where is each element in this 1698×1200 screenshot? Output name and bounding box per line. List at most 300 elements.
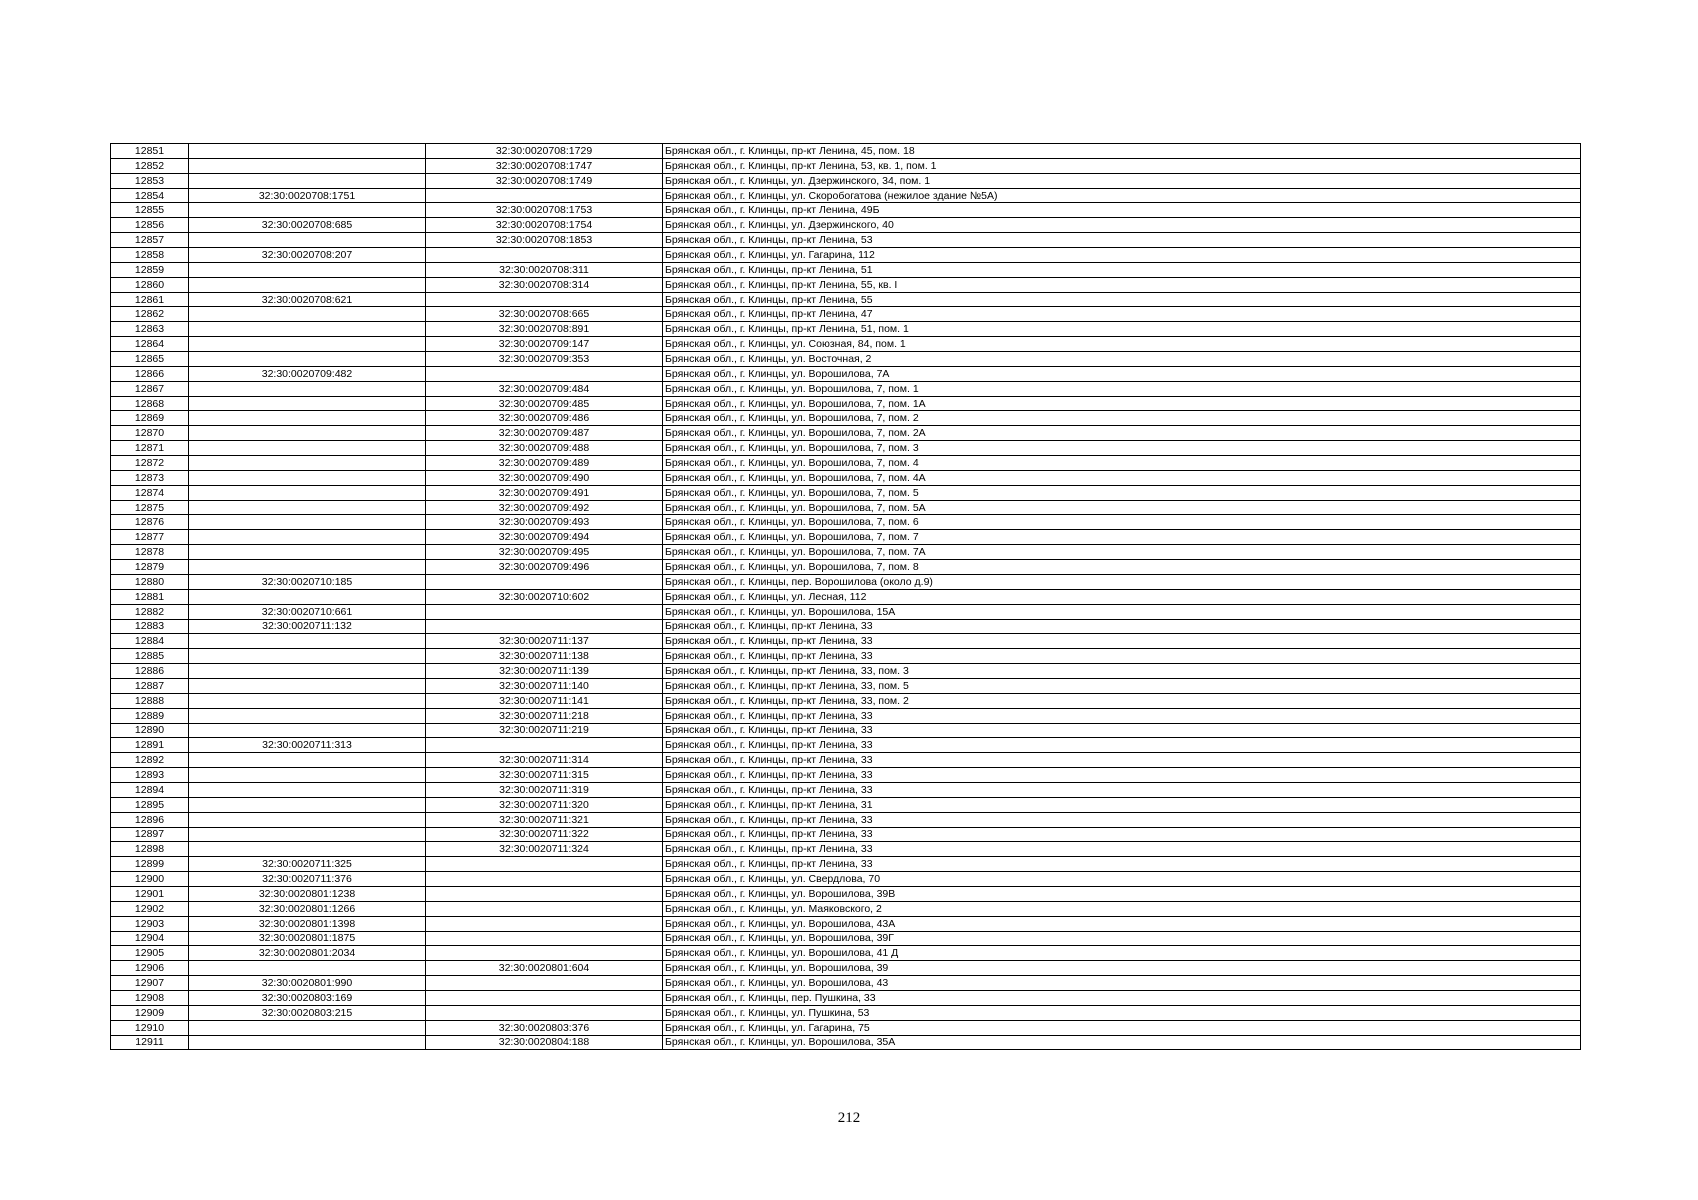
address-cell: Брянская обл., г. Клинцы, пр-кт Ленина, 33 bbox=[663, 768, 1581, 783]
cadastral-number-a-cell bbox=[189, 456, 426, 471]
cadastral-number-b-cell: 32:30:0020708:1754 bbox=[426, 218, 663, 233]
cadastral-number-a-cell bbox=[189, 396, 426, 411]
cadastral-number-a-cell bbox=[189, 812, 426, 827]
cadastral-number-a-cell bbox=[189, 1035, 426, 1050]
cadastral-number-a-cell: 32:30:0020801:1875 bbox=[189, 931, 426, 946]
table-row bbox=[111, 396, 1581, 411]
row-number-cell: 12907 bbox=[111, 976, 189, 991]
address-cell: Брянская обл., г. Клинцы, ул. Дзержинского, 34, пом. 1 bbox=[663, 173, 1581, 188]
cadastral-number-a-cell: 32:30:0020710:185 bbox=[189, 574, 426, 589]
cadastral-number-b-cell: 32:30:0020709:486 bbox=[426, 411, 663, 426]
table-row bbox=[111, 500, 1581, 515]
address-cell: Брянская обл., г. Клинцы, ул. Ворошилова, 39Г bbox=[663, 931, 1581, 946]
cadastral-number-b-cell bbox=[426, 604, 663, 619]
table-row bbox=[111, 337, 1581, 352]
cadastral-number-b-cell bbox=[426, 292, 663, 307]
cadastral-number-a-cell bbox=[189, 411, 426, 426]
row-number-cell: 12893 bbox=[111, 768, 189, 783]
row-number-cell: 12859 bbox=[111, 262, 189, 277]
cadastral-number-b-cell: 32:30:0020711:321 bbox=[426, 812, 663, 827]
cadastral-number-a-cell bbox=[189, 723, 426, 738]
row-number-cell: 12880 bbox=[111, 574, 189, 589]
cadastral-number-a-cell bbox=[189, 1020, 426, 1035]
address-cell: Брянская обл., г. Клинцы, пр-кт Ленина, 31 bbox=[663, 797, 1581, 812]
address-cell: Брянская обл., г. Клинцы, пр-кт Ленина, 33 bbox=[663, 738, 1581, 753]
table-row bbox=[111, 768, 1581, 783]
address-cell: Брянская обл., г. Клинцы, пр-кт Ленина, 33 bbox=[663, 842, 1581, 857]
row-number-cell: 12889 bbox=[111, 708, 189, 723]
row-number-cell: 12896 bbox=[111, 812, 189, 827]
table-row bbox=[111, 1035, 1581, 1050]
address-cell: Брянская обл., г. Клинцы, ул. Скоробогатова (нежилое здание №5А) bbox=[663, 188, 1581, 203]
address-cell: Брянская обл., г. Клинцы, пр-кт Ленина, 55, кв. I bbox=[663, 277, 1581, 292]
table-row bbox=[111, 901, 1581, 916]
address-cell: Брянская обл., г. Клинцы, пр-кт Ленина, 33, пом. 5 bbox=[663, 678, 1581, 693]
property-register-table bbox=[110, 143, 1581, 1050]
cadastral-number-a-cell bbox=[189, 753, 426, 768]
address-cell: Брянская обл., г. Клинцы, пр-кт Ленина, 33 bbox=[663, 827, 1581, 842]
table-row bbox=[111, 456, 1581, 471]
address-cell: Брянская обл., г. Клинцы, пр-кт Ленина, 45, пом. 18 bbox=[663, 144, 1581, 159]
table-row bbox=[111, 515, 1581, 530]
cadastral-number-a-cell bbox=[189, 262, 426, 277]
address-cell: Брянская обл., г. Клинцы, ул. Ворошилова, 39В bbox=[663, 886, 1581, 901]
cadastral-number-a-cell: 32:30:0020803:215 bbox=[189, 1005, 426, 1020]
cadastral-number-b-cell: 32:30:0020711:320 bbox=[426, 797, 663, 812]
table-row bbox=[111, 782, 1581, 797]
cadastral-number-a-cell bbox=[189, 797, 426, 812]
table-row bbox=[111, 738, 1581, 753]
row-number-cell: 12870 bbox=[111, 426, 189, 441]
address-cell: Брянская обл., г. Клинцы, пр-кт Ленина, 33 bbox=[663, 634, 1581, 649]
cadastral-number-a-cell bbox=[189, 649, 426, 664]
address-cell: Брянская обл., г. Клинцы, пр-кт Ленина, 33, пом. 2 bbox=[663, 693, 1581, 708]
cadastral-number-b-cell: 32:30:0020804:188 bbox=[426, 1035, 663, 1050]
table-row bbox=[111, 604, 1581, 619]
cadastral-number-b-cell: 32:30:0020711:139 bbox=[426, 664, 663, 679]
address-cell: Брянская обл., г. Клинцы, ул. Ворошилова, 15А bbox=[663, 604, 1581, 619]
table-row bbox=[111, 470, 1581, 485]
address-cell: Брянская обл., г. Клинцы, ул. Гагарина, 75 bbox=[663, 1020, 1581, 1035]
address-cell: Брянская обл., г. Клинцы, ул. Пушкина, 53 bbox=[663, 1005, 1581, 1020]
cadastral-number-a-cell bbox=[189, 768, 426, 783]
address-cell: Брянская обл., г. Клинцы, ул. Ворошилова, 7, пом. 2А bbox=[663, 426, 1581, 441]
table-row bbox=[111, 976, 1581, 991]
row-number-cell: 12862 bbox=[111, 307, 189, 322]
cadastral-number-b-cell: 32:30:0020708:1853 bbox=[426, 233, 663, 248]
table-row bbox=[111, 366, 1581, 381]
table-row bbox=[111, 144, 1581, 159]
cadastral-number-a-cell: 32:30:0020801:990 bbox=[189, 976, 426, 991]
cadastral-number-a-cell: 32:30:0020803:169 bbox=[189, 990, 426, 1005]
cadastral-number-b-cell: 32:30:0020708:1729 bbox=[426, 144, 663, 159]
table-row bbox=[111, 233, 1581, 248]
table-row bbox=[111, 931, 1581, 946]
cadastral-number-b-cell bbox=[426, 248, 663, 263]
cadastral-number-b-cell: 32:30:0020709:492 bbox=[426, 500, 663, 515]
address-cell: Брянская обл., г. Клинцы, ул. Гагарина, 112 bbox=[663, 248, 1581, 263]
row-number-cell: 12911 bbox=[111, 1035, 189, 1050]
cadastral-number-b-cell bbox=[426, 619, 663, 634]
address-cell: Брянская обл., г. Клинцы, ул. Ворошилова, 7, пом. 1 bbox=[663, 381, 1581, 396]
row-number-cell: 12894 bbox=[111, 782, 189, 797]
table-row bbox=[111, 426, 1581, 441]
address-cell: Брянская обл., г. Клинцы, ул. Ворошилова, 7, пом. 3 bbox=[663, 441, 1581, 456]
table-row bbox=[111, 961, 1581, 976]
cadastral-number-b-cell: 32:30:0020711:324 bbox=[426, 842, 663, 857]
cadastral-number-b-cell: 32:30:0020709:353 bbox=[426, 352, 663, 367]
cadastral-number-b-cell: 32:30:0020711:314 bbox=[426, 753, 663, 768]
row-number-cell: 12887 bbox=[111, 678, 189, 693]
address-cell: Брянская обл., г. Клинцы, ул. Ворошилова, 35А bbox=[663, 1035, 1581, 1050]
cadastral-number-b-cell bbox=[426, 872, 663, 887]
cadastral-number-a-cell bbox=[189, 500, 426, 515]
address-cell: Брянская обл., г. Клинцы, ул. Дзержинского, 40 bbox=[663, 218, 1581, 233]
cadastral-number-b-cell: 32:30:0020709:494 bbox=[426, 530, 663, 545]
cadastral-number-b-cell: 32:30:0020709:491 bbox=[426, 485, 663, 500]
address-cell: Брянская обл., г. Клинцы, пр-кт Ленина, 33 bbox=[663, 857, 1581, 872]
row-number-cell: 12865 bbox=[111, 352, 189, 367]
table-row bbox=[111, 560, 1581, 575]
row-number-cell: 12892 bbox=[111, 753, 189, 768]
cadastral-number-a-cell bbox=[189, 352, 426, 367]
cadastral-number-a-cell bbox=[189, 842, 426, 857]
cadastral-number-b-cell: 32:30:0020708:891 bbox=[426, 322, 663, 337]
cadastral-number-b-cell: 32:30:0020710:602 bbox=[426, 589, 663, 604]
row-number-cell: 12891 bbox=[111, 738, 189, 753]
table-row bbox=[111, 352, 1581, 367]
cadastral-number-b-cell: 32:30:0020711:315 bbox=[426, 768, 663, 783]
row-number-cell: 12900 bbox=[111, 872, 189, 887]
cadastral-number-b-cell: 32:30:0020711:141 bbox=[426, 693, 663, 708]
cadastral-number-b-cell bbox=[426, 1005, 663, 1020]
row-number-cell: 12856 bbox=[111, 218, 189, 233]
address-cell: Брянская обл., г. Клинцы, ул. Ворошилова, 7, пом. 7А bbox=[663, 545, 1581, 560]
cadastral-number-a-cell bbox=[189, 827, 426, 842]
table-row bbox=[111, 634, 1581, 649]
cadastral-number-b-cell: 32:30:0020709:490 bbox=[426, 470, 663, 485]
cadastral-number-b-cell bbox=[426, 574, 663, 589]
row-number-cell: 12908 bbox=[111, 990, 189, 1005]
row-number-cell: 12854 bbox=[111, 188, 189, 203]
cadastral-number-a-cell bbox=[189, 961, 426, 976]
cadastral-number-b-cell: 32:30:0020709:495 bbox=[426, 545, 663, 560]
address-cell: Брянская обл., г. Клинцы, ул. Ворошилова, 7, пом. 6 bbox=[663, 515, 1581, 530]
address-cell: Брянская обл., г. Клинцы, ул. Ворошилова, 7, пом. 2 bbox=[663, 411, 1581, 426]
row-number-cell: 12861 bbox=[111, 292, 189, 307]
cadastral-number-b-cell: 32:30:0020711:219 bbox=[426, 723, 663, 738]
row-number-cell: 12853 bbox=[111, 173, 189, 188]
row-number-cell: 12899 bbox=[111, 857, 189, 872]
table-row bbox=[111, 485, 1581, 500]
cadastral-number-a-cell bbox=[189, 173, 426, 188]
cadastral-number-b-cell: 32:30:0020709:489 bbox=[426, 456, 663, 471]
row-number-cell: 12879 bbox=[111, 560, 189, 575]
table-row bbox=[111, 649, 1581, 664]
table-row bbox=[111, 753, 1581, 768]
cadastral-number-b-cell bbox=[426, 901, 663, 916]
table-row bbox=[111, 545, 1581, 560]
row-number-cell: 12904 bbox=[111, 931, 189, 946]
cadastral-number-a-cell: 32:30:0020711:325 bbox=[189, 857, 426, 872]
cadastral-number-b-cell: 32:30:0020708:665 bbox=[426, 307, 663, 322]
cadastral-number-a-cell: 32:30:0020801:1398 bbox=[189, 916, 426, 931]
address-cell: Брянская обл., г. Клинцы, пр-кт Ленина, 33 bbox=[663, 812, 1581, 827]
cadastral-number-b-cell bbox=[426, 366, 663, 381]
cadastral-number-b-cell: 32:30:0020708:1753 bbox=[426, 203, 663, 218]
row-number-cell: 12878 bbox=[111, 545, 189, 560]
table-row bbox=[111, 872, 1581, 887]
address-cell: Брянская обл., г. Клинцы, пр-кт Ленина, 55 bbox=[663, 292, 1581, 307]
cadastral-number-b-cell bbox=[426, 990, 663, 1005]
cadastral-number-a-cell bbox=[189, 337, 426, 352]
cadastral-number-a-cell: 32:30:0020708:685 bbox=[189, 218, 426, 233]
row-number-cell: 12906 bbox=[111, 961, 189, 976]
row-number-cell: 12910 bbox=[111, 1020, 189, 1035]
cadastral-number-a-cell bbox=[189, 664, 426, 679]
address-cell: Брянская обл., г. Клинцы, ул. Свердлова, 70 bbox=[663, 872, 1581, 887]
address-cell: Брянская обл., г. Клинцы, ул. Маяковского, 2 bbox=[663, 901, 1581, 916]
address-cell: Брянская обл., г. Клинцы, ул. Союзная, 84, пом. 1 bbox=[663, 337, 1581, 352]
address-cell: Брянская обл., г. Клинцы, пр-кт Ленина, 33 bbox=[663, 619, 1581, 634]
page-number: 212 bbox=[837, 1110, 861, 1126]
row-number-cell: 12885 bbox=[111, 649, 189, 664]
row-number-cell: 12883 bbox=[111, 619, 189, 634]
cadastral-number-b-cell: 32:30:0020711:319 bbox=[426, 782, 663, 797]
cadastral-number-a-cell bbox=[189, 307, 426, 322]
row-number-cell: 12855 bbox=[111, 203, 189, 218]
address-cell: Брянская обл., г. Клинцы, пер. Пушкина, 33 bbox=[663, 990, 1581, 1005]
cadastral-number-b-cell bbox=[426, 886, 663, 901]
address-cell: Брянская обл., г. Клинцы, ул. Ворошилова, 7, пом. 4А bbox=[663, 470, 1581, 485]
table-row bbox=[111, 441, 1581, 456]
table-body bbox=[111, 144, 1581, 1050]
cadastral-number-a-cell: 32:30:0020711:313 bbox=[189, 738, 426, 753]
cadastral-number-a-cell bbox=[189, 322, 426, 337]
table-row bbox=[111, 916, 1581, 931]
address-cell: Брянская обл., г. Клинцы, пер. Ворошилова (около д.9) bbox=[663, 574, 1581, 589]
address-cell: Брянская обл., г. Клинцы, пр-кт Ленина, 51, пом. 1 bbox=[663, 322, 1581, 337]
address-cell: Брянская обл., г. Клинцы, ул. Ворошилова, 7, пом. 5А bbox=[663, 500, 1581, 515]
cadastral-number-a-cell: 32:30:0020801:2034 bbox=[189, 946, 426, 961]
table-row bbox=[111, 322, 1581, 337]
table-row bbox=[111, 589, 1581, 604]
table-row bbox=[111, 678, 1581, 693]
row-number-cell: 12868 bbox=[111, 396, 189, 411]
row-number-cell: 12858 bbox=[111, 248, 189, 263]
cadastral-number-a-cell bbox=[189, 233, 426, 248]
cadastral-number-a-cell: 32:30:0020708:207 bbox=[189, 248, 426, 263]
table-row bbox=[111, 827, 1581, 842]
row-number-cell: 12902 bbox=[111, 901, 189, 916]
cadastral-number-a-cell: 32:30:0020708:1751 bbox=[189, 188, 426, 203]
cadastral-number-a-cell bbox=[189, 203, 426, 218]
cadastral-number-a-cell bbox=[189, 678, 426, 693]
row-number-cell: 12898 bbox=[111, 842, 189, 857]
table-row bbox=[111, 158, 1581, 173]
row-number-cell: 12901 bbox=[111, 886, 189, 901]
cadastral-number-a-cell bbox=[189, 277, 426, 292]
cadastral-number-a-cell: 32:30:0020801:1238 bbox=[189, 886, 426, 901]
cadastral-number-a-cell bbox=[189, 144, 426, 159]
row-number-cell: 12884 bbox=[111, 634, 189, 649]
table-row bbox=[111, 1020, 1581, 1035]
table-row bbox=[111, 411, 1581, 426]
cadastral-number-b-cell: 32:30:0020711:140 bbox=[426, 678, 663, 693]
table-row bbox=[111, 886, 1581, 901]
cadastral-number-b-cell: 32:30:0020709:488 bbox=[426, 441, 663, 456]
address-cell: Брянская обл., г. Клинцы, пр-кт Ленина, 33, пом. 3 bbox=[663, 664, 1581, 679]
cadastral-number-b-cell: 32:30:0020709:484 bbox=[426, 381, 663, 396]
cadastral-number-a-cell bbox=[189, 426, 426, 441]
address-cell: Брянская обл., г. Клинцы, ул. Ворошилова, 7, пом. 7 bbox=[663, 530, 1581, 545]
table-row bbox=[111, 574, 1581, 589]
row-number-cell: 12857 bbox=[111, 233, 189, 248]
cadastral-number-a-cell: 32:30:0020708:621 bbox=[189, 292, 426, 307]
row-number-cell: 12909 bbox=[111, 1005, 189, 1020]
cadastral-number-b-cell bbox=[426, 738, 663, 753]
row-number-cell: 12897 bbox=[111, 827, 189, 842]
cadastral-number-a-cell bbox=[189, 530, 426, 545]
row-number-cell: 12874 bbox=[111, 485, 189, 500]
row-number-cell: 12866 bbox=[111, 366, 189, 381]
cadastral-number-b-cell bbox=[426, 916, 663, 931]
table-row bbox=[111, 381, 1581, 396]
address-cell: Брянская обл., г. Клинцы, ул. Ворошилова, 7, пом. 1А bbox=[663, 396, 1581, 411]
cadastral-number-b-cell: 32:30:0020708:314 bbox=[426, 277, 663, 292]
row-number-cell: 12852 bbox=[111, 158, 189, 173]
row-number-cell: 12851 bbox=[111, 144, 189, 159]
cadastral-number-a-cell bbox=[189, 634, 426, 649]
row-number-cell: 12890 bbox=[111, 723, 189, 738]
address-cell: Брянская обл., г. Клинцы, пр-кт Ленина, 33 bbox=[663, 708, 1581, 723]
address-cell: Брянская обл., г. Клинцы, ул. Ворошилова, 43 bbox=[663, 976, 1581, 991]
row-number-cell: 12876 bbox=[111, 515, 189, 530]
cadastral-number-a-cell bbox=[189, 708, 426, 723]
table-row bbox=[111, 203, 1581, 218]
table-row bbox=[111, 1005, 1581, 1020]
table-row bbox=[111, 664, 1581, 679]
cadastral-number-a-cell bbox=[189, 693, 426, 708]
row-number-cell: 12888 bbox=[111, 693, 189, 708]
address-cell: Брянская обл., г. Клинцы, пр-кт Ленина, 33 bbox=[663, 782, 1581, 797]
table-row bbox=[111, 723, 1581, 738]
row-number-cell: 12875 bbox=[111, 500, 189, 515]
table-row bbox=[111, 842, 1581, 857]
row-number-cell: 12864 bbox=[111, 337, 189, 352]
table-row bbox=[111, 173, 1581, 188]
cadastral-number-b-cell: 32:30:0020709:487 bbox=[426, 426, 663, 441]
cadastral-number-a-cell bbox=[189, 381, 426, 396]
row-number-cell: 12877 bbox=[111, 530, 189, 545]
table-row bbox=[111, 693, 1581, 708]
table-row bbox=[111, 990, 1581, 1005]
table-row bbox=[111, 708, 1581, 723]
cadastral-number-b-cell bbox=[426, 931, 663, 946]
address-cell: Брянская обл., г. Клинцы, пр-кт Ленина, 53, кв. 1, пом. 1 bbox=[663, 158, 1581, 173]
table-row bbox=[111, 248, 1581, 263]
cadastral-number-b-cell bbox=[426, 976, 663, 991]
cadastral-number-b-cell: 32:30:0020711:218 bbox=[426, 708, 663, 723]
address-cell: Брянская обл., г. Клинцы, пр-кт Ленина, 53 bbox=[663, 233, 1581, 248]
cadastral-number-b-cell: 32:30:0020711:138 bbox=[426, 649, 663, 664]
address-cell: Брянская обл., г. Клинцы, ул. Ворошилова, 7А bbox=[663, 366, 1581, 381]
row-number-cell: 12881 bbox=[111, 589, 189, 604]
address-cell: Брянская обл., г. Клинцы, ул. Ворошилова, 43А bbox=[663, 916, 1581, 931]
cadastral-number-b-cell bbox=[426, 946, 663, 961]
address-cell: Брянская обл., г. Клинцы, ул. Ворошилова, 7, пом. 8 bbox=[663, 560, 1581, 575]
cadastral-number-b-cell: 32:30:0020711:322 bbox=[426, 827, 663, 842]
cadastral-number-b-cell bbox=[426, 188, 663, 203]
row-number-cell: 12905 bbox=[111, 946, 189, 961]
table-row bbox=[111, 530, 1581, 545]
cadastral-number-a-cell bbox=[189, 470, 426, 485]
cadastral-number-b-cell bbox=[426, 857, 663, 872]
cadastral-number-b-cell: 32:30:0020803:376 bbox=[426, 1020, 663, 1035]
table-row bbox=[111, 292, 1581, 307]
row-number-cell: 12863 bbox=[111, 322, 189, 337]
row-number-cell: 12869 bbox=[111, 411, 189, 426]
table-row bbox=[111, 812, 1581, 827]
row-number-cell: 12895 bbox=[111, 797, 189, 812]
cadastral-number-a-cell: 32:30:0020709:482 bbox=[189, 366, 426, 381]
table-row bbox=[111, 262, 1581, 277]
address-cell: Брянская обл., г. Клинцы, пр-кт Ленина, 49Б bbox=[663, 203, 1581, 218]
cadastral-number-a-cell bbox=[189, 441, 426, 456]
row-number-cell: 12903 bbox=[111, 916, 189, 931]
table-row bbox=[111, 797, 1581, 812]
cadastral-number-b-cell: 32:30:0020709:485 bbox=[426, 396, 663, 411]
cadastral-number-b-cell: 32:30:0020708:1749 bbox=[426, 173, 663, 188]
address-cell: Брянская обл., г. Клинцы, ул. Восточная, 2 bbox=[663, 352, 1581, 367]
table-row bbox=[111, 307, 1581, 322]
row-number-cell: 12860 bbox=[111, 277, 189, 292]
row-number-cell: 12886 bbox=[111, 664, 189, 679]
table-row bbox=[111, 218, 1581, 233]
address-cell: Брянская обл., г. Клинцы, пр-кт Ленина, 33 bbox=[663, 723, 1581, 738]
cadastral-number-a-cell: 32:30:0020711:376 bbox=[189, 872, 426, 887]
address-cell: Брянская обл., г. Клинцы, пр-кт Ленина, 33 bbox=[663, 649, 1581, 664]
address-cell: Брянская обл., г. Клинцы, ул. Ворошилова, 41 Д bbox=[663, 946, 1581, 961]
address-cell: Брянская обл., г. Клинцы, пр-кт Ленина, 47 bbox=[663, 307, 1581, 322]
cadastral-number-a-cell bbox=[189, 158, 426, 173]
address-cell: Брянская обл., г. Клинцы, пр-кт Ленина, 33 bbox=[663, 753, 1581, 768]
cadastral-number-a-cell bbox=[189, 545, 426, 560]
cadastral-number-a-cell bbox=[189, 560, 426, 575]
cadastral-number-a-cell: 32:30:0020801:1266 bbox=[189, 901, 426, 916]
row-number-cell: 12872 bbox=[111, 456, 189, 471]
row-number-cell: 12873 bbox=[111, 470, 189, 485]
row-number-cell: 12867 bbox=[111, 381, 189, 396]
row-number-cell: 12871 bbox=[111, 441, 189, 456]
address-cell: Брянская обл., г. Клинцы, ул. Ворошилова, 7, пом. 5 bbox=[663, 485, 1581, 500]
cadastral-number-b-cell: 32:30:0020709:496 bbox=[426, 560, 663, 575]
cadastral-number-b-cell: 32:30:0020709:147 bbox=[426, 337, 663, 352]
cadastral-number-b-cell: 32:30:0020708:311 bbox=[426, 262, 663, 277]
address-cell: Брянская обл., г. Клинцы, ул. Ворошилова, 7, пом. 4 bbox=[663, 456, 1581, 471]
cadastral-number-a-cell bbox=[189, 589, 426, 604]
table-row bbox=[111, 188, 1581, 203]
table-row bbox=[111, 857, 1581, 872]
cadastral-number-b-cell: 32:30:0020709:493 bbox=[426, 515, 663, 530]
row-number-cell: 12882 bbox=[111, 604, 189, 619]
cadastral-number-b-cell: 32:30:0020708:1747 bbox=[426, 158, 663, 173]
table-row bbox=[111, 277, 1581, 292]
cadastral-number-b-cell: 32:30:0020801:604 bbox=[426, 961, 663, 976]
cadastral-number-a-cell: 32:30:0020710:661 bbox=[189, 604, 426, 619]
table-row bbox=[111, 619, 1581, 634]
cadastral-number-a-cell bbox=[189, 782, 426, 797]
